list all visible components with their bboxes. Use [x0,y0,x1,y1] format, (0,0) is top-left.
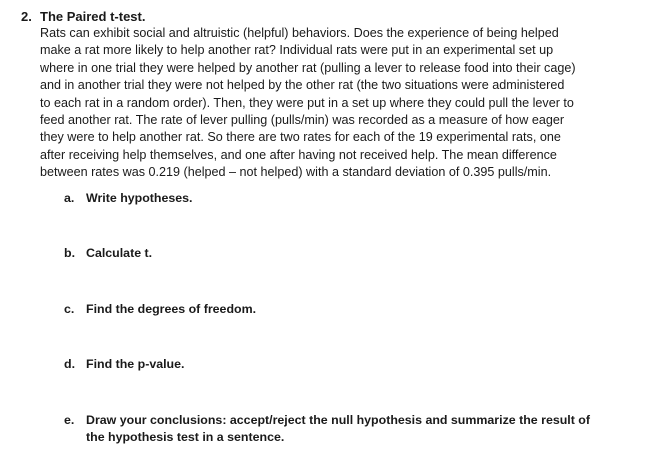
part-letter: a. [64,191,75,205]
body-line: make a rat more likely to help another rat? Individual rats were put in an experimental set up [40,43,554,58]
part-text: Write hypotheses. [86,191,193,205]
body-line: feed another rat. The rate of lever pulling (pulls/min) was recorded as a measure of how eager [40,113,565,128]
part-c [64,301,256,318]
part-text: Draw your conclusions: accept/reject the null hypothesis and summarize the result of [86,413,591,427]
part-letter: b. [64,246,76,260]
body-line: between rates was 0.219 (helped – not helped) with a standard deviation of 0.395 pulls/min. [40,165,552,180]
question-body [40,25,660,182]
part-letter: c. [64,302,75,316]
part-text: Calculate t. [86,246,153,260]
part-b [64,245,152,262]
part-e [64,412,590,447]
body-line: after receiving help themselves, and one after having not received help. The mean difference [40,147,557,162]
body-line: they were to help another rat. So there are two rates for each of the 19 experimental rats, one [40,130,561,145]
part-a [64,190,193,207]
body-line: Rats can exhibit social and altruistic (helpful) behaviors. Does the experience of being helped [40,26,559,40]
body-line: and in another trial they were not helped by the other rat (the two situations were administered [40,78,565,93]
part-letter: e. [64,413,75,427]
part-letter: d. [64,357,76,371]
part-text: Find the p-value. [86,357,185,371]
part-text-continued: the hypothesis test in a sentence. [86,430,285,445]
part-text: Find the degrees of freedom. [86,302,257,316]
body-line: where in one trial they were helped by another rat (pulling a lever to release food into their cage) [40,60,576,75]
question-title: The Paired t-test. [40,9,146,24]
question-number: 2. [21,9,32,24]
question-heading [21,8,145,25]
part-d [64,356,184,373]
body-line: to each rat in a random order). Then, they were put in a set up where they could pull the lever to [40,95,574,110]
